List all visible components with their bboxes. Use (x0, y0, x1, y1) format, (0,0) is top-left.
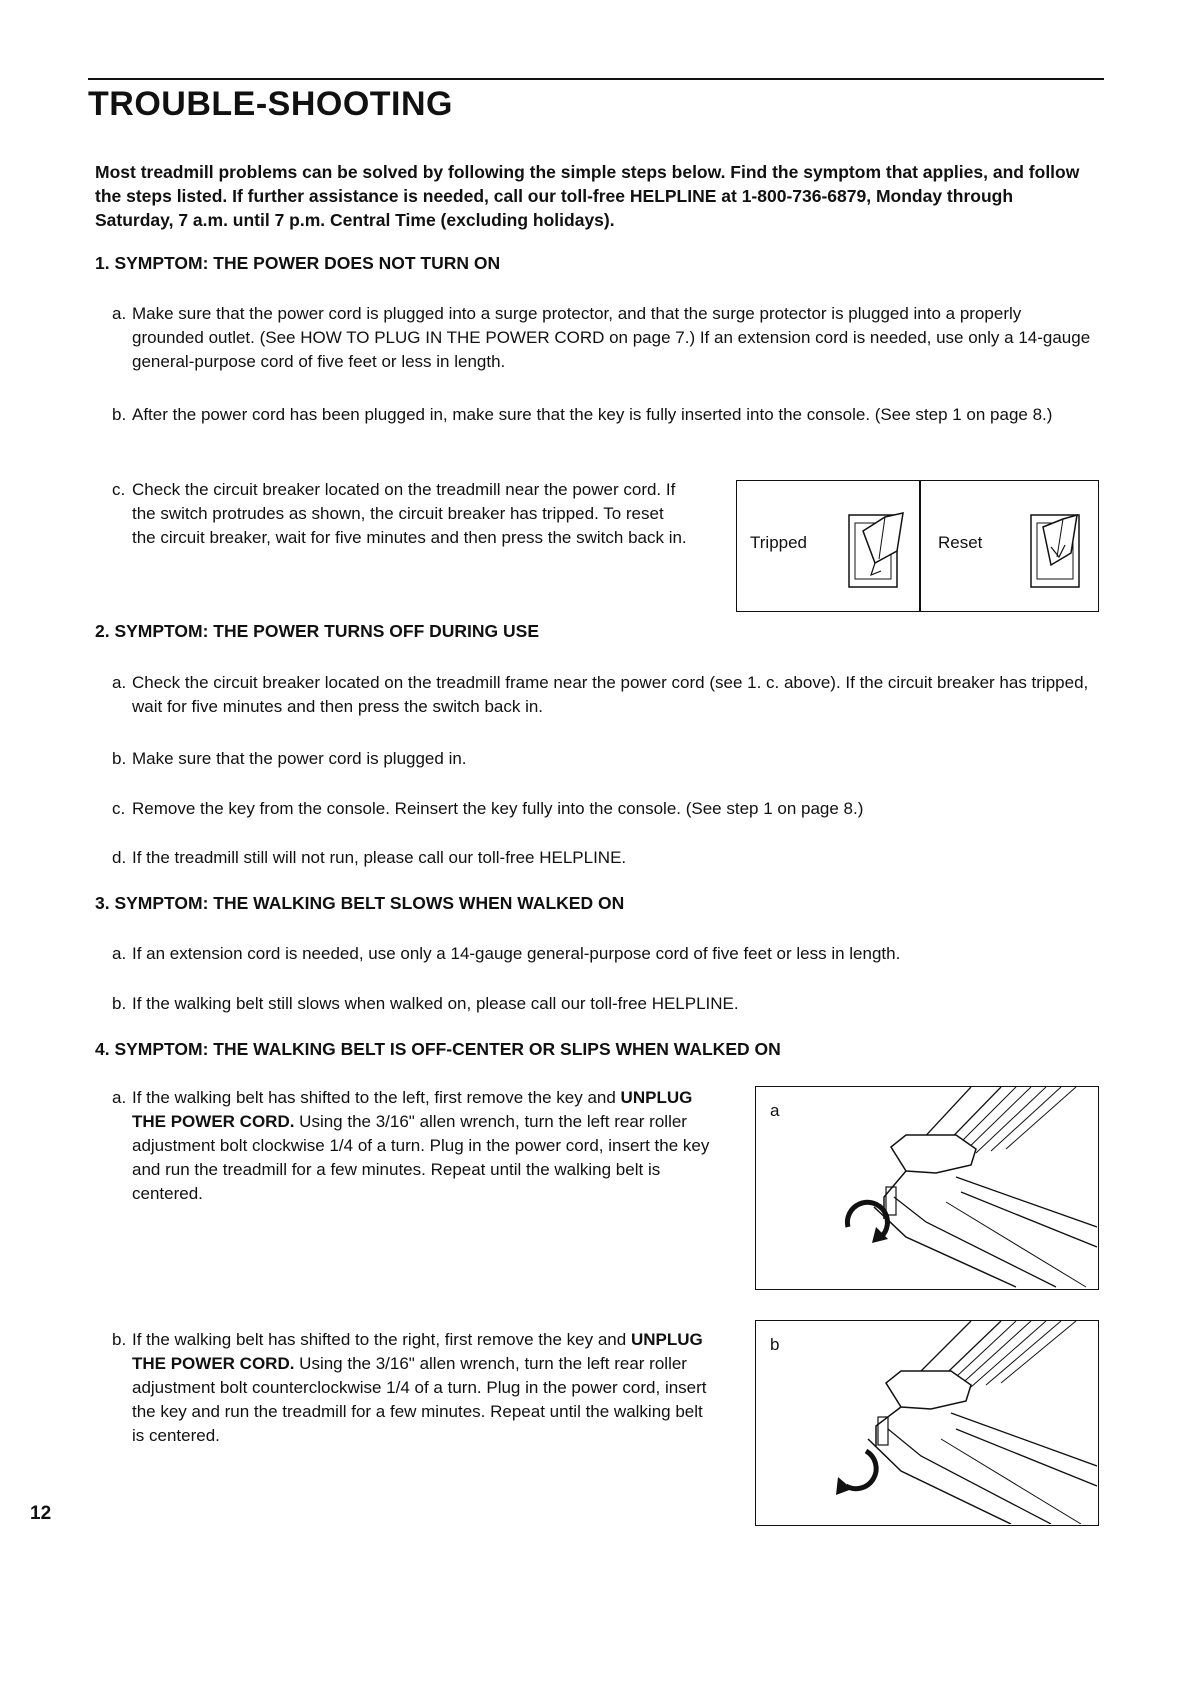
step-text: If an extension cord is needed, use only a 14-gauge general-purpose cord of five feet or less in length. (132, 944, 901, 963)
reset-caption: Reset (938, 533, 983, 552)
intro-paragraph: Most treadmill problems can be solved by following the simple steps below. Find the symptom that applies, and follow the steps listed. If further assistance is needed, call our toll-free HELPLINE at 1-800-736-6879, Monday through Saturday, 7 a.m. until 7 p.m. Central Time (excluding holidays). (95, 162, 1080, 230)
step-text-after: Using the 3/16" allen wrench, turn the left rear roller adjustment bolt counterclockwise 1/4 of a turn. Plug in the power cord, insert the key and run the treadmill for a few minutes. Repeat until the walking belt is centered. (132, 1354, 707, 1445)
belt-adjust-figure-a (755, 1086, 1099, 1290)
figure-b-label: b (770, 1335, 780, 1354)
circuit-breaker-figure (736, 480, 1099, 612)
step-label: a. (112, 944, 127, 963)
step-text: Make sure that the power cord is plugged in. (132, 749, 467, 768)
step-text-before: If the walking belt has shifted to the left, first remove the key and (132, 1088, 621, 1107)
step-label: b. (112, 1330, 127, 1349)
section-1-heading: 1. SYMPTOM: THE POWER DOES NOT TURN ON (95, 253, 501, 273)
step-label: b. (112, 405, 127, 424)
step-text-after: Using the 3/16" allen wrench, turn the left rear roller adjustment bolt clockwise 1/4 of a turn. Plug in the power cord, insert the key and run the treadmill for a few minutes. Repeat until the walking belt is centered. (132, 1112, 710, 1203)
page-title: TROUBLE-SHOOTING (88, 85, 453, 123)
section-2-step-a (112, 671, 1097, 719)
section-3-step-a (112, 942, 1097, 966)
step-text: After the power cord has been plugged in, make sure that the key is fully inserted into the console. (See step 1 on page 8.) (132, 405, 1053, 424)
step-label: d. (112, 848, 127, 867)
figure-divider (919, 481, 921, 611)
section-2-step-b (112, 747, 1097, 771)
step-label: a. (112, 673, 127, 692)
step-text: Check the circuit breaker located on the treadmill near the power cord. If the switch protrudes as shown, the circuit breaker has tripped. To reset the circuit breaker, wait for five minutes and then press the switch back in. (132, 480, 687, 547)
belt-roller-counterclockwise-illustration (756, 1321, 1097, 1524)
tripped-switch-icon (845, 505, 911, 593)
section-4-step-a (112, 1086, 712, 1206)
section-1-step-b (112, 403, 1097, 427)
title-rule (88, 78, 1104, 80)
reset-switch-icon (1025, 505, 1091, 593)
section-4-step-b (112, 1328, 712, 1448)
step-text: Check the circuit breaker located on the treadmill frame near the power cord (see 1. c. above). If the circuit breaker has tripped, wait for five minutes and then press the switch back in. (132, 673, 1089, 716)
step-label: c. (112, 799, 126, 818)
step-text-bold: UNPLUG THE POWER CORD. (132, 1330, 703, 1373)
step-text-bold: UNPLUG THE POWER CORD. (132, 1088, 693, 1131)
figure-a-label: a (770, 1101, 780, 1120)
step-label: b. (112, 749, 127, 768)
step-text-before: If the walking belt has shifted to the right, first remove the key and (132, 1330, 631, 1349)
section-4-heading: 4. SYMPTOM: THE WALKING BELT IS OFF-CENTER OR SLIPS WHEN WALKED ON (95, 1039, 781, 1059)
step-label: c. (112, 480, 126, 499)
section-1-step-c (112, 478, 692, 550)
section-2-heading: 2. SYMPTOM: THE POWER TURNS OFF DURING USE (95, 621, 540, 641)
step-text: Remove the key from the console. Reinsert the key fully into the console. (See step 1 on page 8.) (132, 799, 864, 818)
page-number: 12 (30, 1503, 52, 1524)
step-label: a. (112, 1088, 127, 1107)
step-label: a. (112, 304, 127, 323)
belt-adjust-figure-b (755, 1320, 1099, 1526)
tripped-caption: Tripped (750, 533, 808, 552)
section-2-step-d (112, 846, 1097, 870)
section-3-heading: 3. SYMPTOM: THE WALKING BELT SLOWS WHEN WALKED ON (95, 893, 625, 913)
step-text: If the walking belt still slows when walked on, please call our toll-free HELPLINE. (132, 994, 739, 1013)
step-text: If the treadmill still will not run, please call our toll-free HELPLINE. (132, 848, 627, 867)
belt-roller-clockwise-illustration (756, 1087, 1097, 1288)
step-label: b. (112, 994, 127, 1013)
section-3-step-b (112, 992, 1097, 1016)
section-2-step-c (112, 797, 1097, 821)
section-1-step-a (112, 302, 1097, 374)
step-text: Make sure that the power cord is plugged into a surge protector, and that the surge protector is plugged into a properly grounded outlet. (See HOW TO PLUG IN THE POWER CORD on page 7.) If an extension cord is needed, use only a 14-gauge general-purpose cord of five feet or less in length. (132, 304, 1091, 371)
